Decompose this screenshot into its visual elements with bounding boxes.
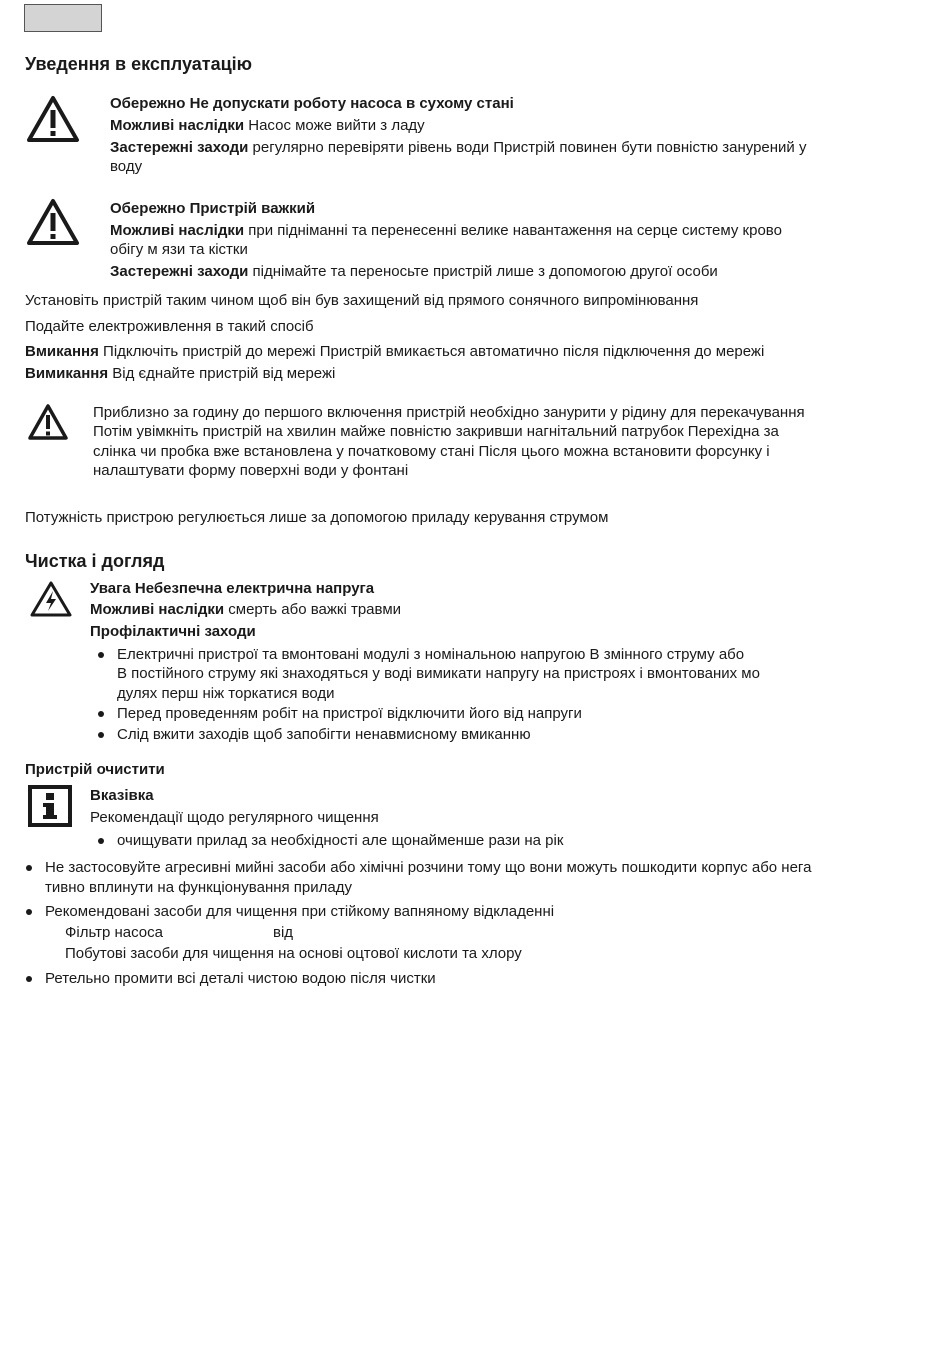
immersion-note-line: налаштувати форму поверхні води у фонтані [93, 462, 409, 479]
cleaning-item-household: Побутові засоби для чищення на основі оцтової кислоти та хлору [65, 945, 522, 962]
warning-dry-run-consequences: Можливі наслідки Насос може вийти з ладу [110, 117, 425, 134]
danger-bullet-line: дулях перш ніж торкатися води [117, 685, 335, 702]
info-title: Вказівка [90, 787, 154, 804]
cleaning-bullet-line: Не застосовуйте агресивні мийні засоби або хімічні розчини тому що вони можуть пошкодити корпус або нега [45, 859, 812, 876]
cleaning-bullet-line: Рекомендовані засоби для чищення при стійкому вапняному відкладенні [45, 903, 555, 920]
section-title-start-up: Уведення в експлуатацію [25, 54, 253, 74]
warning-dry-run-precautions-cont: воду [110, 158, 143, 175]
warning-heavy-title: Обережно Пристрій важкий [110, 200, 316, 217]
bullet-dot [98, 711, 104, 717]
cleaning-item-pump-filter-ref: від [273, 924, 294, 941]
switch-on-instruction: Вмикання Підключіть пристрій до мережі Пристрій вмикається автоматично після підключення до мережі [25, 343, 765, 360]
bullet-dot [26, 909, 32, 915]
warning-triangle-icon [27, 403, 69, 447]
bullet-dot [98, 652, 104, 658]
danger-bullet-line: В постійного струму які знаходяться у воді вимикати напругу на пристроях і вмонтованих мо [117, 665, 760, 682]
danger-precautions-title: Профілактичні заходи [90, 623, 256, 640]
danger-bullet-line: Перед проведенням робіт на пристрої відключити його від напруги [117, 705, 582, 722]
warning-triangle-icon [26, 95, 80, 149]
warning-dry-run-precautions: Застережні заходи регулярно перевіряти рівень води Пристрій повинен бути повністю занурений у [110, 139, 807, 156]
warning-heavy-precautions: Застережні заходи піднімайте та переносьте пристрій лише з допомогою другої особи [110, 263, 718, 280]
bullet-dot [98, 732, 104, 738]
warning-heavy-consequences-cont: обігу м язи та кістки [110, 241, 248, 258]
power-regulation-text: Потужність пристрою регулюється лише за допомогою приладу керування струмом [25, 509, 609, 526]
high-voltage-icon [29, 580, 73, 624]
cleaning-item-pump-filter: Фільтр насоса [65, 924, 163, 941]
bullet-dot [98, 838, 104, 844]
warning-triangle-icon [26, 198, 80, 252]
power-instruction: Подайте електроживлення в такий спосіб [25, 318, 314, 335]
warning-heavy-consequences: Можливі наслідки при підніманні та перенесенні велике навантаження на серце систему крово [110, 222, 782, 239]
subsection-title-clean-device: Пристрій очистити [25, 761, 165, 778]
bullet-dot [26, 976, 32, 982]
warning-dry-run-title: Обережно Не допускати роботу насоса в сухому стані [110, 95, 514, 112]
install-instruction: Установіть пристрій таким чином щоб він був захищений від прямого сонячного випромінювання [25, 292, 699, 309]
section-title-cleaning: Чистка і догляд [25, 551, 165, 571]
immersion-note-line: слінка чи пробка вже встановлена у початковому стані Після цього можна встановити форсунку і [93, 443, 770, 460]
danger-bullet-line: Електричні пристрої та вмонтовані модулі з номінальною напругою В змінного струму або [117, 646, 745, 663]
danger-bullet-line: Слід вжити заходів щоб запобігти ненавмисному вмиканню [117, 726, 531, 743]
cleaning-bullet-line: Ретельно промити всі деталі чистою водою після чистки [45, 970, 436, 987]
switch-off-instruction: Вимикання Від єднайте пристрій від мережі [25, 365, 336, 382]
immersion-note-line: Приблизно за годину до першого включення пристрій необхідно занурити у рідину для перекачування [93, 404, 805, 421]
info-bullet: очищувати прилад за необхідності але щонайменше рази на рік [117, 832, 564, 849]
info-icon [28, 785, 72, 833]
language-label-box [24, 4, 102, 32]
cleaning-bullet-line: тивно вплинути на функціонування приладу [45, 879, 352, 896]
immersion-note-line: Потім увімкніть пристрій на хвилин майже повністю закривши нагнітальний патрубок Перехідна за [93, 423, 779, 440]
bullet-dot [26, 865, 32, 871]
info-text: Рекомендації щодо регулярного чищення [90, 809, 379, 826]
danger-consequences: Можливі наслідки смерть або важкі травми [90, 601, 402, 618]
danger-title: Увага Небезпечна електрична напруга [90, 580, 375, 597]
